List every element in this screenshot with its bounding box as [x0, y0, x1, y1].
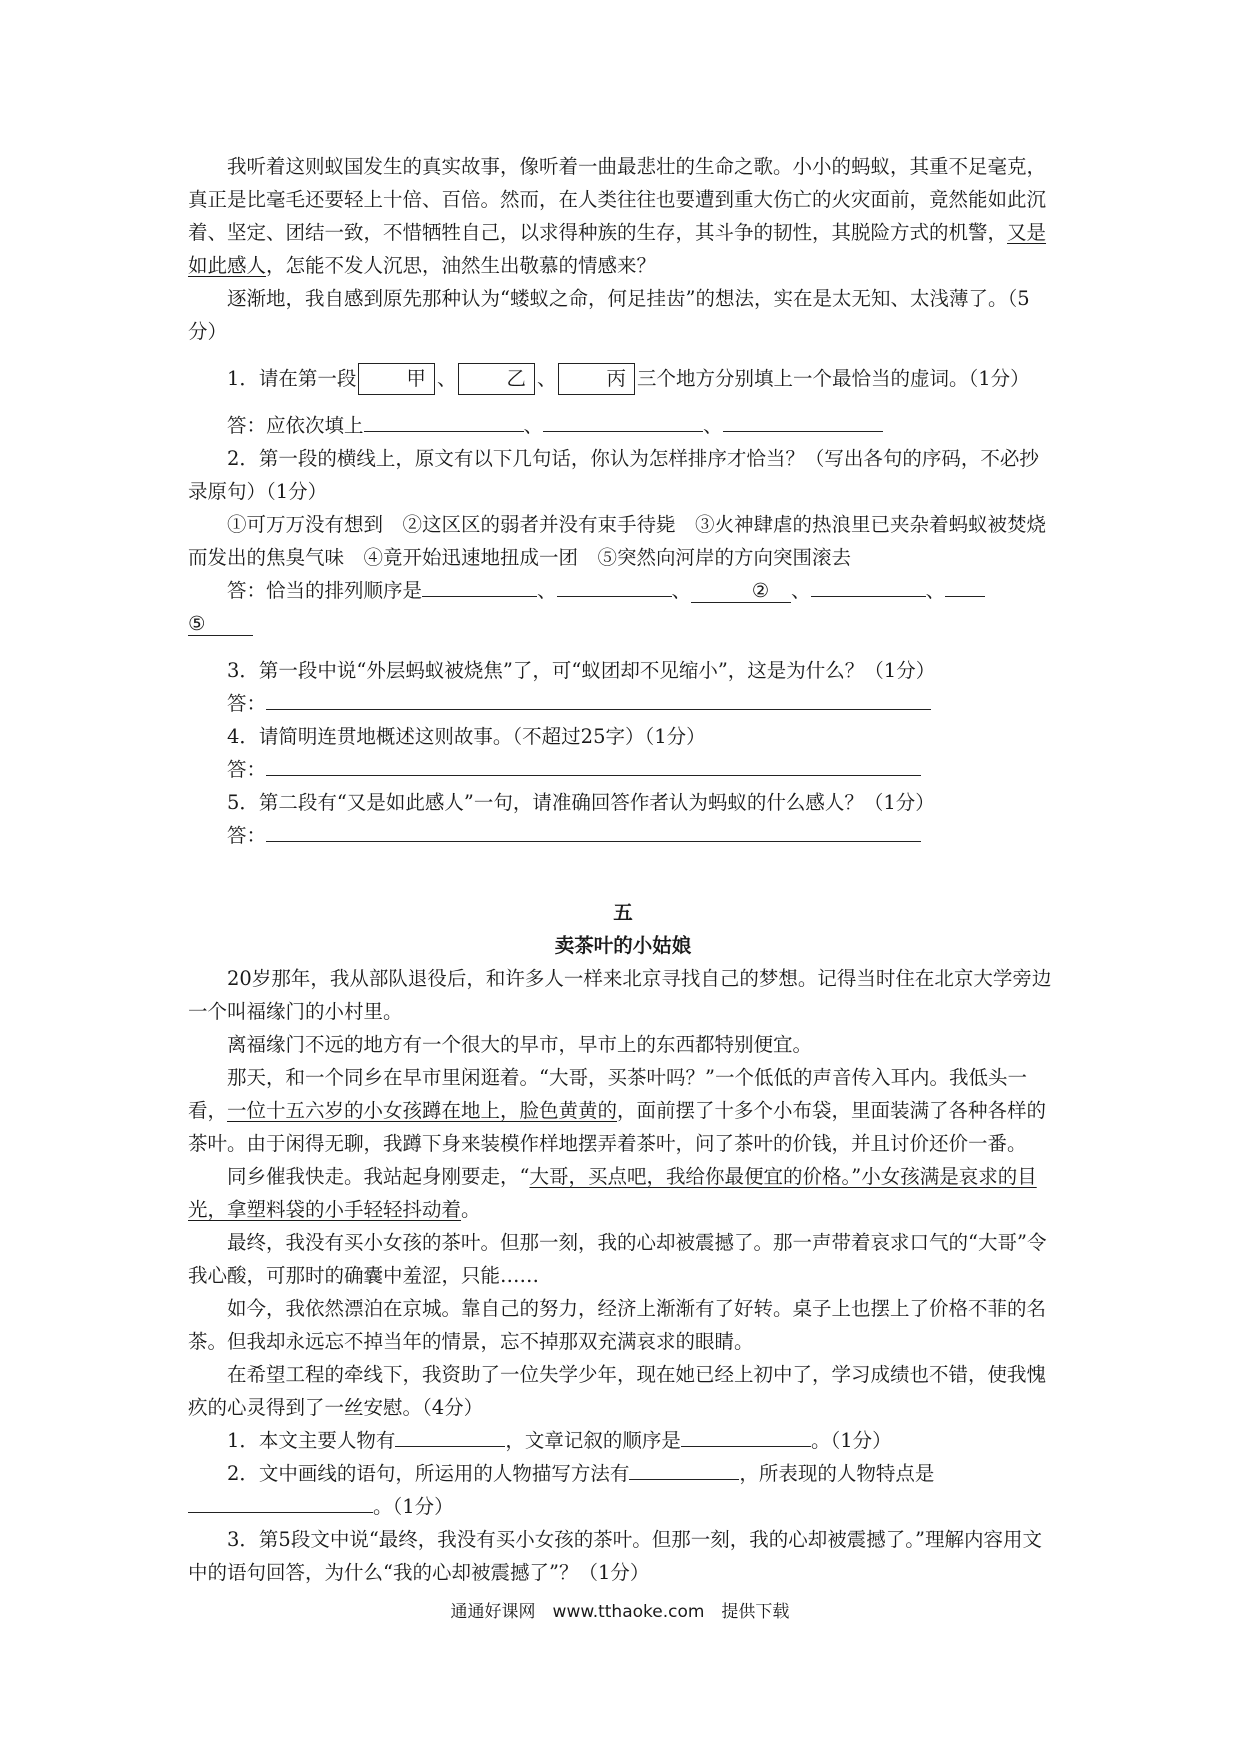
paragraph-1: 我听着这则蚁国发生的真实故事，像听着一曲最悲壮的生命之歌。小小的蚂蚁，其重不足毫克，真正是比毫毛还要轻上十倍、百倍。然而，在人类往往也要遭到重大伤亡的火灾面前，竟然能如此沉着、坚定、团结一致，不惜牺牲自己，以求得种族的生存，其斗争的韧性，其脱险方式的机警，又是如此感人，怎能不发人沉思，油然生出敬慕的情感来？ [188, 155, 1047, 277]
answer-line[interactable] [266, 753, 921, 776]
footer-text: 通通好课网 www.tthaoke.com 提供下载 [450, 1602, 790, 1622]
question-5-answer: 答： [188, 819, 1058, 852]
question-4: 4．请简明连贯地概述这则故事。（不超过25字）（1分） [227, 725, 706, 748]
question-1: 1．请在第一段 甲 、 乙 、 丙 三个地方分别填上一个最恰当的虚词。（1分） [188, 362, 1058, 395]
answer-blank[interactable]: ⑤ [188, 613, 253, 636]
story-paragraph-1: 20岁那年，我从部队退役后，和许多人一样来北京寻找自己的梦想。记得当时住在北京大学旁边一个叫福缘门的小村里。 [188, 967, 1052, 1023]
underlined-phrase: 大哥，买点吧，我给你最便宜的价格。”小女孩满是哀求的目光，拿塑料袋的小手轻轻抖动着 [188, 1165, 1037, 1221]
exam-page [188, 150, 1058, 1589]
question-4-answer: 答： [188, 753, 1058, 786]
story-paragraph-6: 如今，我依然漂泊在京城。靠自己的努力，经济上渐渐有了好转。桌子上也摆上了价格不菲的名茶。但我却永远忘不掉当年的情景，忘不掉那双充满哀求的眼睛。 [188, 1297, 1047, 1353]
answer-blank[interactable] [364, 409, 524, 432]
answer-blank[interactable] [543, 409, 703, 432]
story-paragraph-2: 离福缘门不远的地方有一个很大的早市，早市上的东西都特别便宜。 [227, 1033, 813, 1056]
question-3: 3．第一段中说“外层蚂蚁被烧焦”了，可“蚁团却不见缩小”，这是为什么？（1分） [227, 659, 936, 682]
answer-blank[interactable] [629, 1457, 739, 1480]
box-jia: 甲 [358, 363, 435, 395]
underlined-phrase: 又是如此感人 [188, 221, 1047, 277]
answer-blank[interactable] [188, 1490, 373, 1513]
story-question-2-cont: 。（1分） [188, 1490, 1058, 1523]
underlined-phrase: 一位十五六岁的小女孩蹲在地上，脸色黄黄的 [227, 1099, 618, 1122]
story-paragraph-7: 在希望工程的牵线下，我资助了一位失学少年，现在她已经上初中了，学习成绩也不错，使我愧疚的心灵得到了一丝安慰。（4分） [188, 1363, 1047, 1419]
answer-blank[interactable] [681, 1424, 811, 1447]
box-bing: 丙 [558, 363, 635, 395]
answer-line[interactable] [266, 819, 921, 842]
story-paragraph-3: 那天，和一个同乡在早市里闲逛着。“大哥，买茶叶吗？”一个低低的声音传入耳内。我低头一看，一位十五六岁的小女孩蹲在地上，脸色黄黄的，面前摆了十多个小布袋，里面装满了各种各样的茶叶。由于闲得无聊，我蹲下身来装模作样地摆弄着茶叶，问了茶叶的价钱，并且讨价还价一番。 [188, 1066, 1047, 1155]
answer-blank[interactable] [422, 574, 537, 597]
story-question-2: 2．文中画线的语句，所运用的人物描写方法有 ，所表现的人物特点是 [188, 1457, 1058, 1490]
paragraph-2: 逐渐地，我自感到原先那种认为“蝼蚁之命，何足挂齿”的想法，实在是太无知、太浅薄了。（5分） [188, 287, 1030, 343]
story-paragraph-4: 同乡催我快走。我站起身刚要走，“大哥，买点吧，我给你最便宜的价格。”小女孩满是哀求的目光，拿塑料袋的小手轻轻抖动着。 [188, 1165, 1037, 1221]
story-question-3: 3．第5段文中说“最终，我没有买小女孩的茶叶。但那一刻，我的心却被震撼了。”理解内容用文中的语句回答，为什么“我的心却被震撼了”？（1分） [188, 1528, 1043, 1584]
question-3-answer: 答： [188, 687, 1058, 720]
question-1-answer: 答：应依次填上 、 、 [188, 409, 1058, 442]
answer-blank[interactable]: ② [691, 580, 791, 603]
story-question-1: 1．本文主要人物有 ，文章记叙的顺序是 。（1分） [188, 1424, 1058, 1457]
question-5: 5．第二段有“又是如此感人”一句，请准确回答作者认为蚂蚁的什么感人？（1分） [227, 791, 935, 814]
question-2: 2．第一段的横线上，原文有以下几句话，你认为怎样排序才恰当？（写出各句的序码，不必抄录原句）（1分） [188, 447, 1039, 503]
answer-line[interactable] [266, 687, 931, 710]
section-number: 五 [613, 901, 633, 924]
answer-blank[interactable] [557, 574, 672, 597]
question-2-answer-cont [188, 607, 1058, 640]
answer-blank[interactable] [723, 409, 883, 432]
answer-blank[interactable] [811, 574, 926, 597]
question-2-options: ①可万万没有想到 ②这区区的弱者并没有束手待毙 ③火神肆虐的热浪里已夹杂着蚂蚁被焚烧而发出的焦臭气味 ④竟开始迅速地扭成一团 ⑤突然向河岸的方向突围滚去 [188, 513, 1047, 569]
section-title: 卖茶叶的小姑娘 [554, 934, 692, 957]
story-paragraph-5: 最终，我没有买小女孩的茶叶。但那一刻，我的心却被震撼了。那一声带着哀求口气的“大哥”令我心酸，可那时的确囊中羞涩，只能…… [188, 1231, 1047, 1287]
answer-blank[interactable] [945, 574, 985, 597]
box-yi: 乙 [458, 363, 535, 395]
answer-blank[interactable] [395, 1424, 505, 1447]
question-2-answer: 答：恰当的排列顺序是 、 、 ② 、 、 [188, 574, 1058, 607]
